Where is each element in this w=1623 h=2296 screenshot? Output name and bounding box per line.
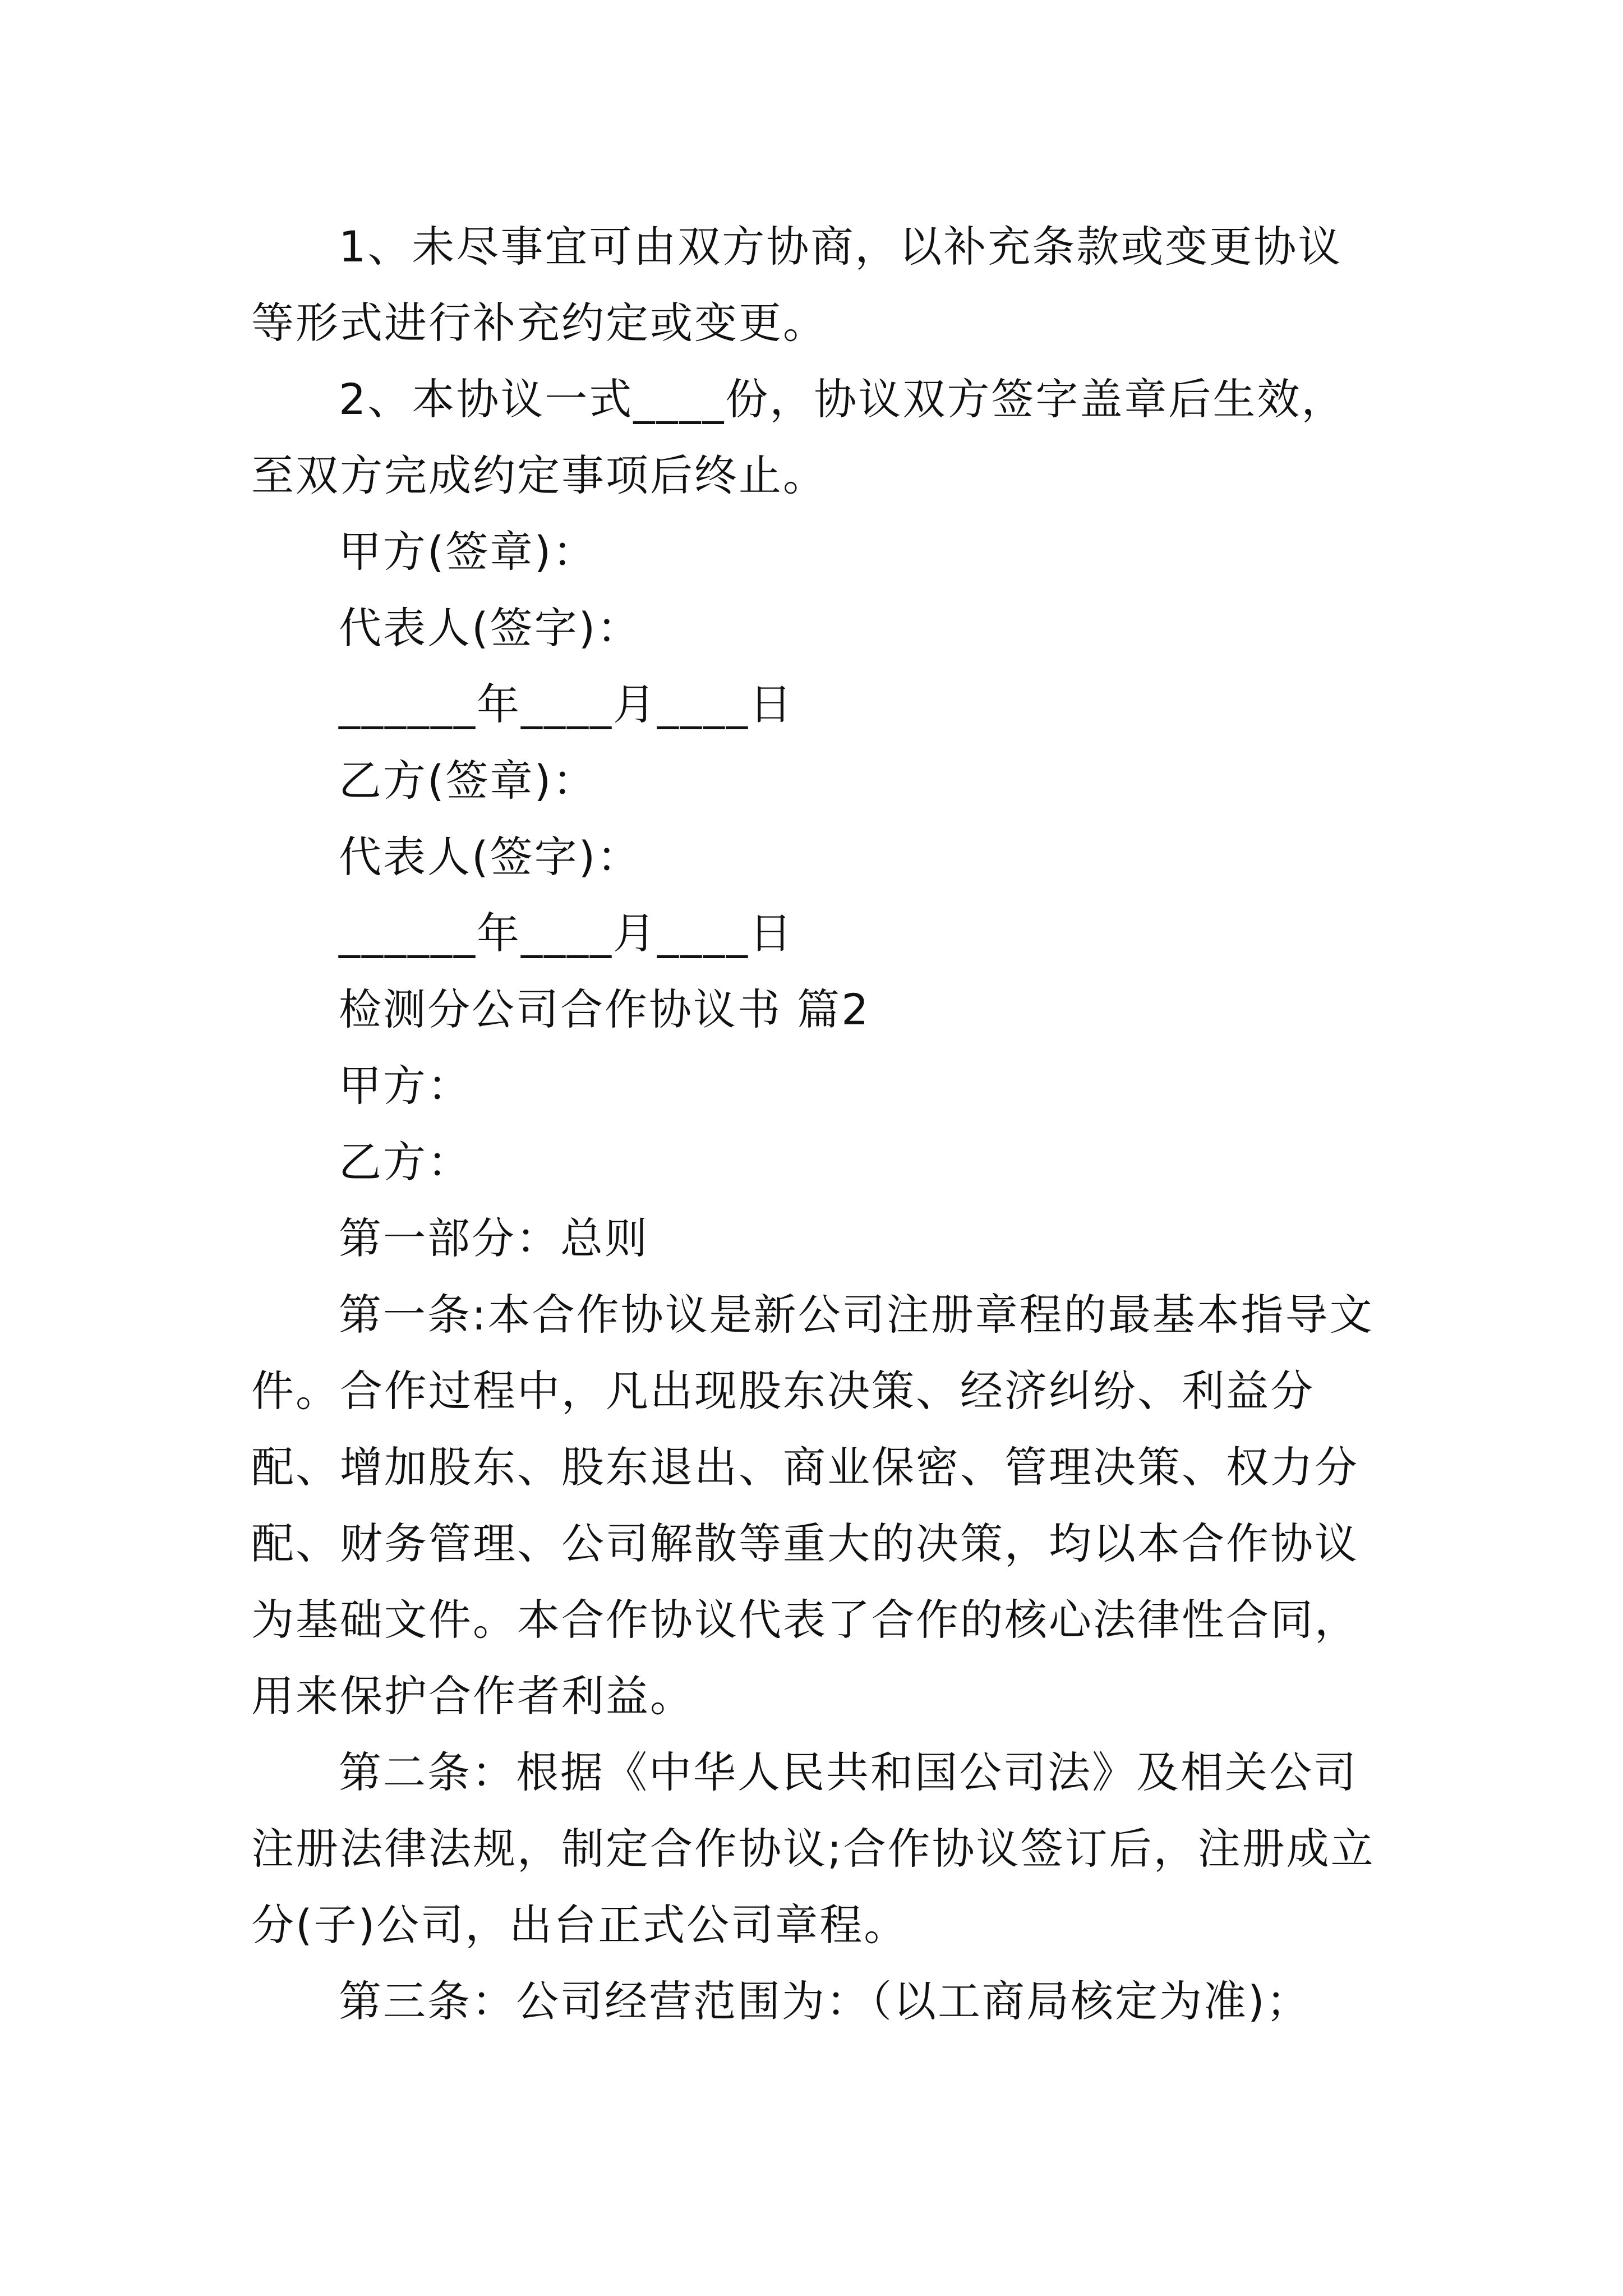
- party-b-representative: 代表人(签字)：: [339, 832, 642, 882]
- party-b-label: 乙方：: [339, 1137, 472, 1187]
- party-b-date: ______年____月____日: [339, 908, 794, 958]
- article-2: 第二条：根据《中华人民共和国公司法》及相关公司注册法律法规，制定合作协议;合作协议签订后，注册成立 分(子)公司，出台正式公司章程。: [251, 1747, 1375, 1950]
- document-body: [251, 209, 1384, 2040]
- party-a-label: 甲方：: [339, 1061, 472, 1111]
- party-a-seal: 甲方(签章)：: [339, 527, 597, 577]
- party-b-seal: 乙方(签章)：: [339, 756, 597, 806]
- clause-2: 2、本协议一式____份，协议双方签字盖章后生效，至双方完成约定事项后终止。: [251, 374, 1346, 500]
- article-1: 第一条:本合作协议是新公司注册章程的最基本指导文件。合作过程中，凡出现股东决策、经济纠纷、利益分配、增加股东、股东退出、商业保密、管理决策、权力分配、财务管理、公司解散等重大的决策，均以本合作协议为基础文件。本合作协议代表了合作的核心法律性合同，用来保护合作者利益。: [251, 1290, 1374, 1721]
- part-one-heading: 第一部分：总则: [339, 1213, 649, 1263]
- party-a-date: ______年____月____日: [339, 679, 794, 729]
- clause-1: 1、未尽事宜可由双方协商，以补充条款或变更协议等形式进行补充约定或变更。: [251, 222, 1343, 348]
- article-3: 第三条：公司经营范围为：（以工商局核定为准)；: [339, 1976, 1311, 2026]
- party-a-representative: 代表人(签字)：: [339, 603, 642, 653]
- section-title: 检测分公司合作协议书 篇2: [339, 984, 870, 1034]
